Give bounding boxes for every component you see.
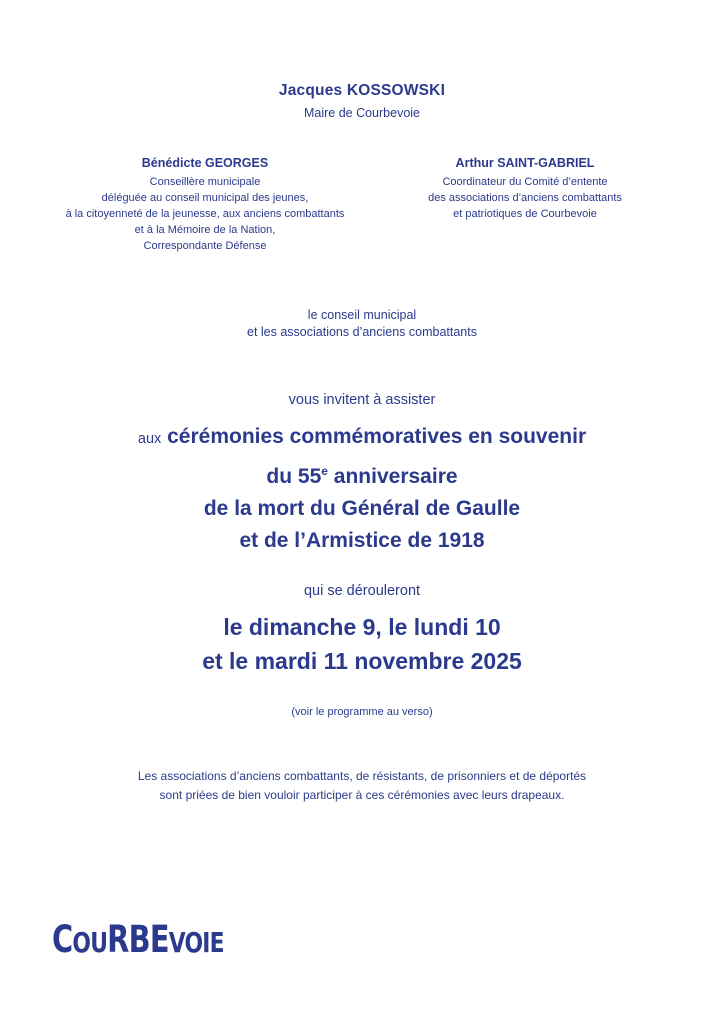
courbevoie-logo: COURBEVOIE — [52, 918, 224, 961]
ceremonies-heading — [0, 421, 724, 557]
left-official-block — [40, 154, 370, 254]
left-official-line: Conseillère municipale — [149, 176, 261, 188]
associations-line-2: sont priées de bien vouloir participer à ces cérémonies avec leurs drapeaux. — [159, 788, 565, 802]
mayor-title: Maire de Courbevoie — [303, 106, 421, 120]
deroul-text: qui se dérouleront — [303, 583, 421, 599]
associations-note — [0, 767, 724, 805]
verso-note: (voir le programme au verso) — [291, 706, 433, 718]
right-official-line: Coordinateur du Comité d’entente — [442, 176, 608, 188]
council-line-1: le conseil municipal — [307, 308, 417, 322]
right-official-name: Arthur SAINT-GABRIEL — [455, 156, 595, 170]
ceremonies-line-2-post: anniversaire — [327, 465, 458, 488]
ceremonies-line-4: et de l’Armistice de 1918 — [239, 529, 485, 552]
council-line-2: et les associations d’anciens combattants — [247, 325, 477, 339]
associations-line-1: Les associations d’anciens combattants, de résistants, de prisonniers et de déportés — [137, 769, 587, 783]
ceremonies-prefix: aux — [137, 431, 162, 447]
left-official-line: et à la Mémoire de la Nation, — [134, 224, 276, 236]
ceremonies-line-2-pre: du 55 — [266, 465, 322, 488]
left-official-line: déléguée au conseil municipal des jeunes, — [101, 192, 309, 204]
council-text — [0, 307, 724, 341]
ceremonies-line-3: de la mort du Général de Gaulle — [203, 497, 521, 520]
left-official-line: Correspondante Défense — [143, 240, 267, 252]
left-official-name: Bénédicte GEORGES — [141, 156, 269, 170]
right-official-line: des associations d’anciens combattants — [428, 192, 622, 204]
ceremonies-line-2-sup: e — [321, 464, 328, 478]
invite-text: vous invitent à assister — [288, 392, 436, 408]
right-official-block — [390, 154, 660, 222]
right-official-line: et patriotiques de Courbevoie — [453, 208, 597, 220]
dates-line-2: et le mardi 11 novembre 2025 — [202, 648, 522, 674]
left-official-line: à la citoyenneté de la jeunesse, aux anciens combattants — [65, 208, 345, 220]
dates-line-1: le dimanche 9, le lundi 10 — [223, 614, 501, 640]
ceremonies-line-1: cérémonies commémoratives en souvenir — [167, 425, 587, 448]
dates-heading — [0, 610, 724, 678]
mayor-name: Jacques KOSSOWSKI — [278, 82, 446, 99]
